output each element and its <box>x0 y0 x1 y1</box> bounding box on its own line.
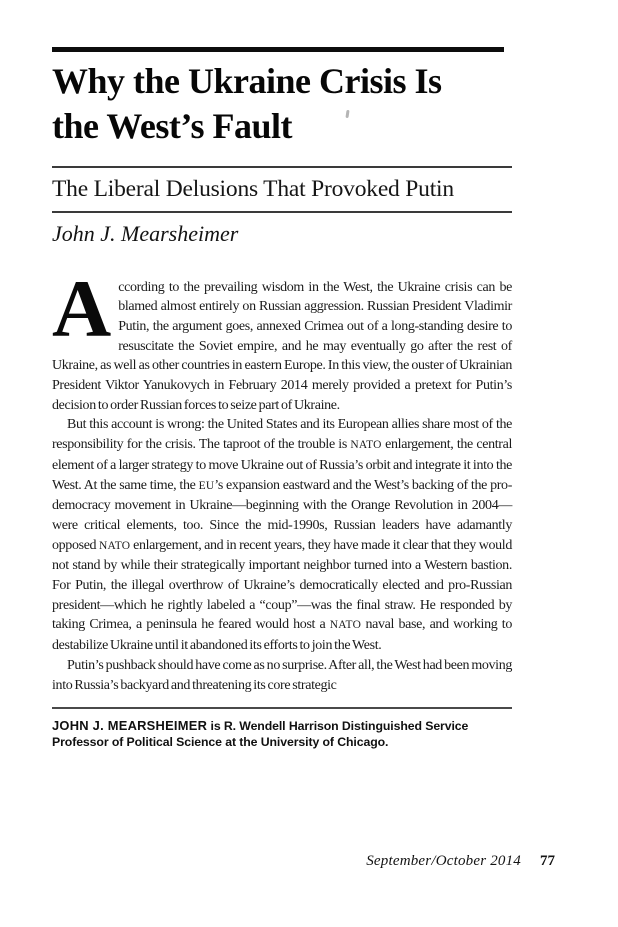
footnote-rule <box>52 707 512 709</box>
author-bio-text: is R. Wendell Harrison Distinguished Service Professor of Political Science at the University of Chicago. <box>52 718 469 750</box>
article-title-line2: the West’s Fault <box>52 105 292 146</box>
paragraph-2: But this account is wrong: the United States and its European allies share most of the responsibility for the crisis. The taproot of the trouble is NATO enlargement, the central element of a larger strategy to move Ukraine out of Russia’s orbit and integrate it into the West. At the same time, the EU’s expansion eastward and the West’s backing of the pro-democracy movement in Ukraine—beginning with the Orange Revolution in 2004—were critical elements, too. Since the mid-1990s, Russian leaders have adamantly opposed NATO enlargement, and in recent years, they have made it clear that they would not stand by while their strategically important neighbor turned into a Western bastion. For Putin, the illegal overthrow of Ukraine’s democratically elected and pro-Russian president—which he rightly labeled a “coup”—was the final straw. He responded by taking Crimea, a peninsula he feared would host a NATO naval base, and working to destabilize Ukraine until it abandoned its efforts to join the West. <box>52 417 513 654</box>
article-body <box>52 262 513 696</box>
article-title <box>52 59 513 149</box>
page-footer <box>366 852 555 870</box>
paragraph-1 <box>52 262 512 416</box>
paragraph-3: Putin’s pushback should have come as no surprise. After all, the West had been moving into Russia’s backyard and threatening its core strategic <box>52 657 512 693</box>
article-column <box>52 47 513 751</box>
author-byline: John J. Mearsheimer <box>52 220 239 246</box>
article-subtitle: The Liberal Delusions That Provoked Putin <box>52 175 454 202</box>
page-number: 77 <box>540 853 555 869</box>
drop-cap: A <box>52 262 112 354</box>
author-bio-footnote <box>52 718 497 751</box>
author-bio-name: JOHN J. MEARSHEIMER <box>52 717 208 733</box>
top-rule <box>52 47 504 52</box>
paragraph-1-text: ccording to the prevailing wisdom in the West, the Ukraine crisis can be blamed almost entirely on Russian aggression. Russian President Vladimir Putin, the argument goes, annexed Crimea out of a long-standing desire to resuscitate the Soviet empire, and he may eventually go after the rest of Ukraine, as well as other countries in eastern Europe. In this view, the ouster of Ukrainian President Viktor Yanukovych in February 2014 merely provided a pretext for Putin’s decision to order Russian forces to seize part of Ukraine. <box>52 279 512 413</box>
article-title-line1: Why the Ukraine Crisis Is <box>52 60 442 101</box>
issue-date: September/October 2014 <box>366 853 521 869</box>
